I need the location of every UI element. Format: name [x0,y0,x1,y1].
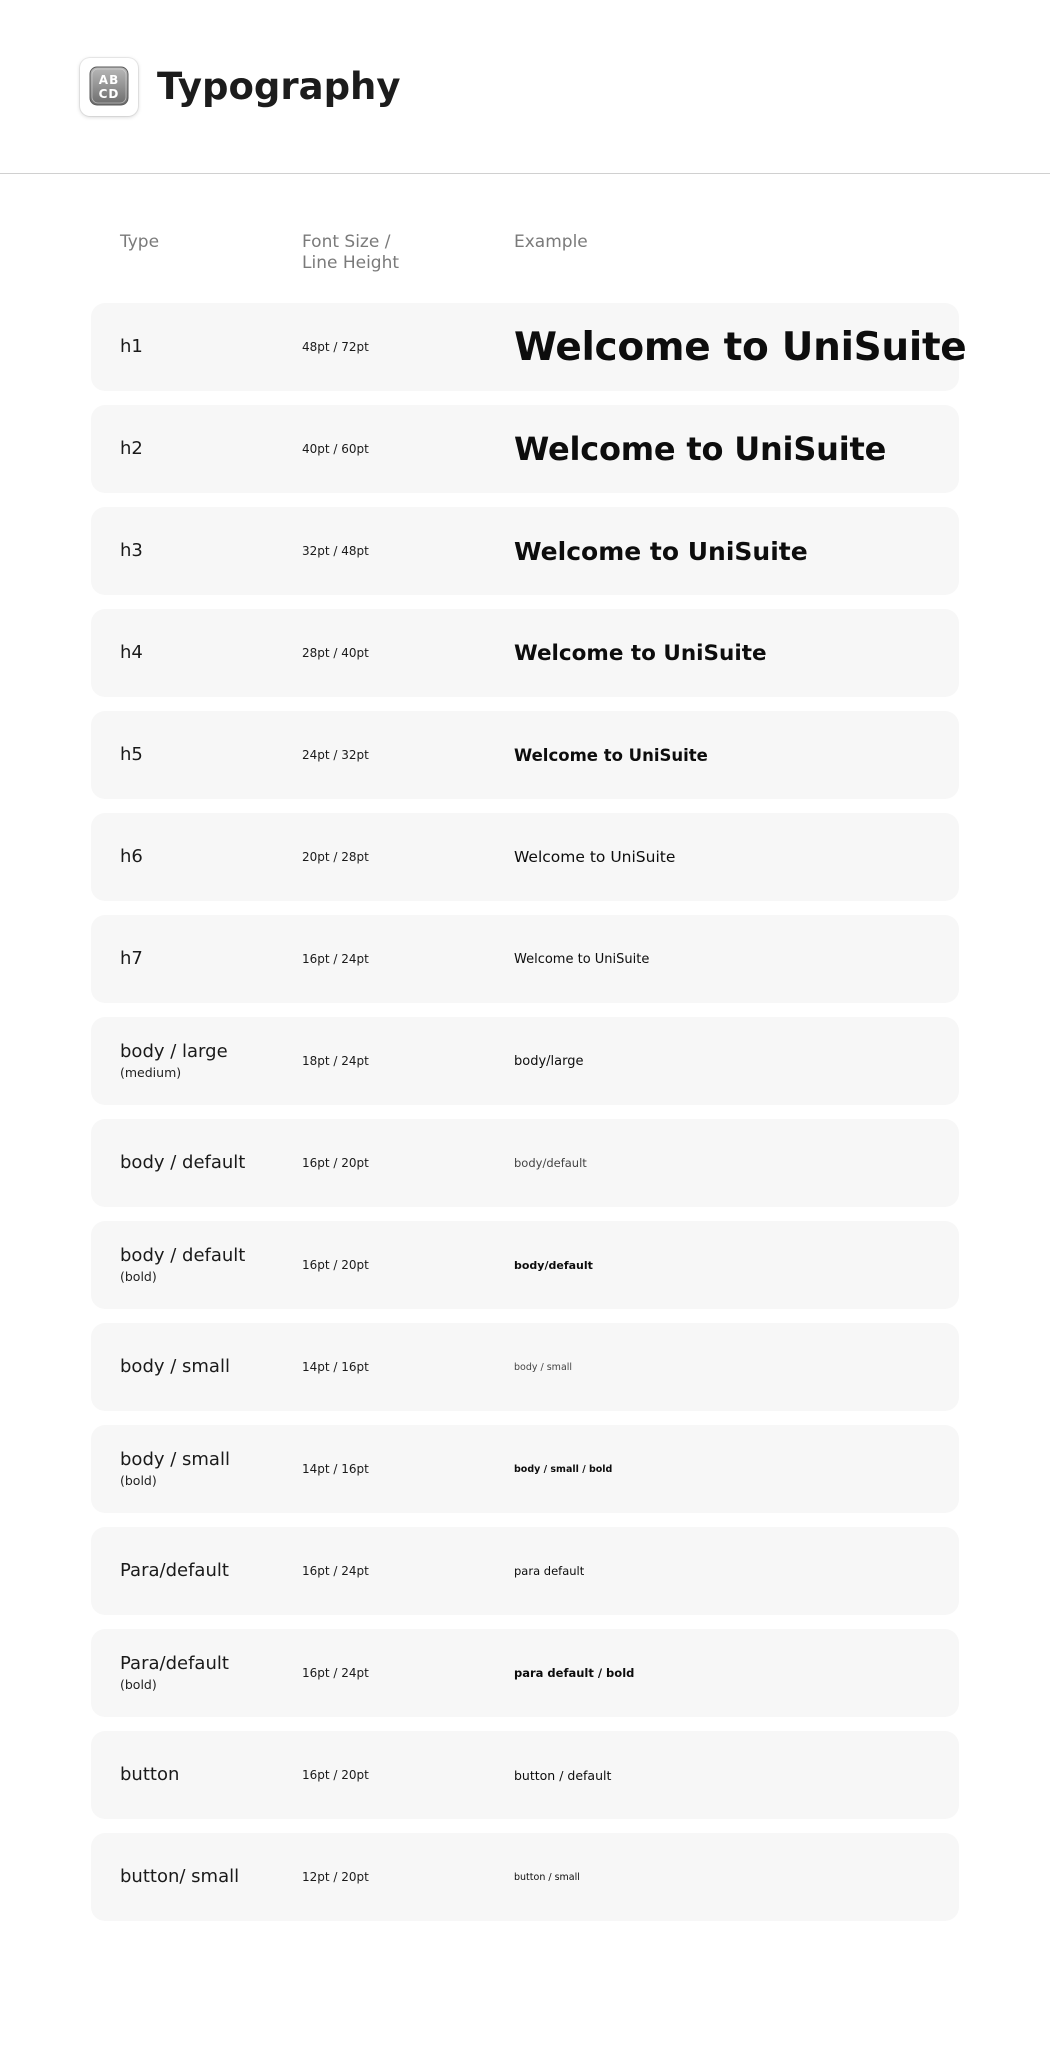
font-size-cell: 16pt / 20pt [302,1768,369,1782]
type-cell [120,1731,179,1819]
type-name: Para/default [120,1560,229,1581]
example-text: Welcome to UniSuite [514,745,708,765]
type-cell [120,915,143,1003]
example-text: Welcome to UniSuite [514,848,676,866]
type-name: h1 [120,336,143,357]
type-variant: (bold) [120,1677,157,1692]
column-headers [0,232,1050,282]
example-text: body/large [514,1053,584,1069]
type-cell [120,1017,228,1105]
type-row [91,1221,959,1309]
type-cell [120,1527,229,1615]
type-row [91,711,959,799]
example-text: body/default [514,1258,593,1272]
example-text: Welcome to UniSuite [514,430,887,468]
font-size-cell: 24pt / 32pt [302,748,369,762]
type-name: button [120,1764,180,1785]
font-size-cell: 16pt / 20pt [302,1258,369,1272]
type-row [91,1527,959,1615]
type-name: body / large [120,1041,228,1062]
example-text: Welcome to UniSuite [514,324,967,370]
example-text: para default / bold [514,1666,635,1680]
font-size-cell: 16pt / 24pt [302,1564,369,1578]
type-variant: (bold) [120,1269,157,1284]
type-cell [120,303,143,391]
type-cell [120,1323,230,1411]
type-name: h7 [120,948,143,969]
page-title: Typography [157,65,401,108]
type-name: h5 [120,744,143,765]
font-size-cell: 32pt / 48pt [302,544,369,558]
example-text: Welcome to UniSuite [514,951,650,967]
type-row [91,507,959,595]
font-size-cell: 48pt / 72pt [302,340,369,354]
type-row [91,405,959,493]
type-cell [120,1425,230,1513]
type-cell [120,1629,229,1717]
type-variant: (bold) [120,1473,157,1488]
column-header-example: Example [514,232,588,252]
example-text: Welcome to UniSuite [514,536,808,566]
example-text: body / small / bold [514,1463,613,1475]
type-row [91,813,959,901]
font-size-cell: 18pt / 24pt [302,1054,369,1068]
type-cell [120,1833,239,1921]
font-size-cell: 16pt / 24pt [302,952,369,966]
type-row [91,1629,959,1717]
font-size-cell: 16pt / 24pt [302,1666,369,1680]
font-size-cell: 40pt / 60pt [302,442,369,456]
type-row [91,609,959,697]
type-row [91,1323,959,1411]
type-scale-table [91,303,967,1935]
svg-text:CD: CD [98,87,120,101]
page-header [0,0,1050,174]
type-cell [120,507,143,595]
type-row [91,1119,959,1207]
abcd-input-icon [80,58,138,116]
example-text: para default [514,1564,585,1578]
example-text: body/default [514,1156,587,1170]
type-row [91,303,967,391]
type-cell [120,609,143,697]
example-text: button / default [514,1767,612,1783]
type-row [91,915,959,1003]
type-name: button/ small [120,1866,240,1887]
type-name: body / small [120,1356,230,1377]
type-cell [120,1119,245,1207]
type-name: h6 [120,846,143,867]
type-variant: (medium) [120,1065,182,1080]
type-cell [120,1221,245,1309]
type-row [91,1731,959,1819]
column-header-type: Type [120,232,160,252]
type-name: body / default [120,1245,246,1266]
font-size-cell: 28pt / 40pt [302,646,369,660]
type-cell [120,813,143,901]
app-icon-tile [80,58,138,116]
type-name: h2 [120,438,143,459]
example-text: body / small [514,1361,573,1373]
type-row [91,1425,959,1513]
font-size-cell: 14pt / 16pt [302,1360,369,1374]
font-size-cell: 12pt / 20pt [302,1870,369,1884]
type-name: h3 [120,540,143,561]
example-text: Welcome to UniSuite [514,640,767,666]
example-text: button / small [514,1871,580,1883]
type-name: h4 [120,642,143,663]
svg-text:AB: AB [98,73,120,87]
type-name: Para/default [120,1653,229,1674]
type-row [91,1833,959,1921]
font-size-cell: 14pt / 16pt [302,1462,369,1476]
type-cell [120,711,143,799]
type-row [91,1017,959,1105]
column-header-font-size: Font Size / Line Height [302,232,400,273]
font-size-cell: 20pt / 28pt [302,850,369,864]
type-name: body / small [120,1449,230,1470]
type-name: body / default [120,1152,246,1173]
type-cell [120,405,143,493]
font-size-cell: 16pt / 20pt [302,1156,369,1170]
